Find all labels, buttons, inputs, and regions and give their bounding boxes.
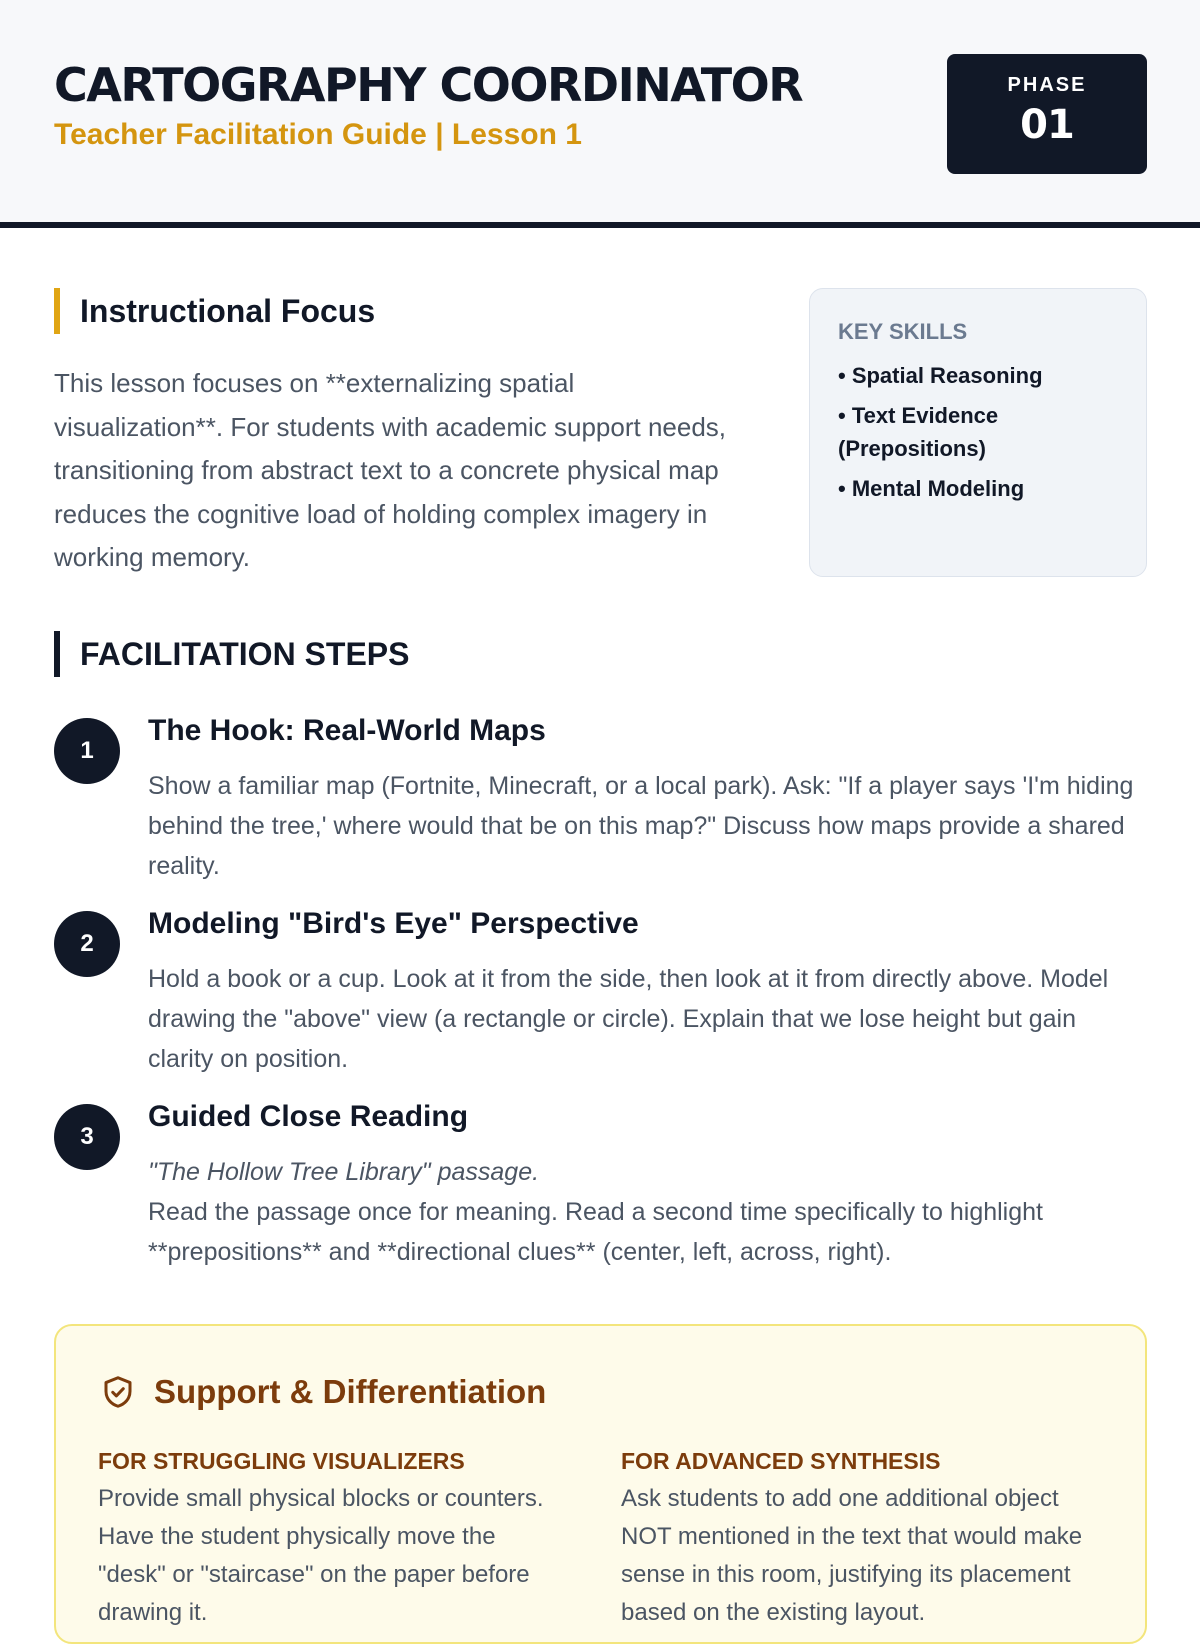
step-body: Read the passage once for meaning. Read a second time specifically to highlight **prepositions** and **directional clues** (center, left, across, right). [148, 1198, 1043, 1266]
step-title: Guided Close Reading [148, 1100, 469, 1133]
step-number-badge: 3 [54, 1104, 120, 1170]
support-differentiation-box [54, 1324, 1147, 1644]
step-passage-note: "The Hollow Tree Library" passage. [148, 1158, 540, 1186]
instructional-focus-text: This lesson focuses on **externalizing spatial visualization**. For students with academic support needs, transitioning from abstract text to a concrete physical map reduces the cognitive load of holding complex imagery in working memory. [54, 368, 727, 572]
step-number-badge: 1 [54, 718, 120, 784]
support-column-struggling [98, 1444, 568, 1632]
support-column-text: Ask students to add one additional object NOT mentioned in the text that would make sense in this room, justifying its placement based on the existing layout. [621, 1485, 1083, 1626]
accent-bar [54, 288, 60, 334]
key-skill-item: • Mental Modeling [838, 476, 1025, 501]
key-skill-item: • Text Evidence (Prepositions) [838, 403, 999, 461]
support-column-heading: FOR STRUGGLING VISUALIZERS [98, 1448, 465, 1474]
support-column-heading: FOR ADVANCED SYNTHESIS [621, 1448, 941, 1474]
facilitation-steps-heading [54, 631, 409, 677]
support-title-text: Support & Differentiation [154, 1373, 547, 1410]
key-skills-card [809, 288, 1147, 577]
instructional-focus-heading [54, 288, 375, 334]
step-title: The Hook: Real-World Maps [148, 714, 546, 747]
page-header [0, 0, 1200, 228]
key-skill-item: • Spatial Reasoning [838, 363, 1043, 388]
phase-badge [947, 54, 1147, 174]
support-column-advanced [621, 1444, 1091, 1632]
key-skills-list [838, 359, 1128, 512]
support-title [100, 1372, 546, 1412]
phase-number: 01 [1020, 102, 1074, 148]
step-body: Show a familiar map (Fortnite, Minecraft, or a local park). Ask: "If a player says 'I'm hiding behind the tree,' where would that be on this map?" Discuss how maps provide a shared reality. [148, 772, 1134, 880]
instructional-focus-heading-text: Instructional Focus [80, 293, 376, 329]
key-skills-title: KEY SKILLS [838, 319, 968, 344]
step-body: Hold a book or a cup. Look at it from the side, then look at it from directly above. Model drawing the "above" view (a rectangle or circle). Explain that we lose height but gain clarity on position. [148, 965, 1109, 1073]
page-title: CARTOGRAPHY COORDINATOR [54, 58, 803, 112]
support-column-text: Provide small physical blocks or counters. Have the student physically move the "desk" or "staircase" on the paper before drawing it. [98, 1485, 544, 1626]
step-title: Modeling "Bird's Eye" Perspective [148, 907, 639, 940]
phase-label: PHASE [1007, 74, 1087, 96]
shield-check-icon [100, 1374, 136, 1410]
accent-bar [54, 631, 60, 677]
step-body-wrapper [148, 1152, 1148, 1272]
step-number-badge: 2 [54, 911, 120, 977]
page-subtitle: Teacher Facilitation Guide | Lesson 1 [54, 118, 582, 151]
facilitation-steps-heading-text: FACILITATION STEPS [80, 636, 410, 672]
